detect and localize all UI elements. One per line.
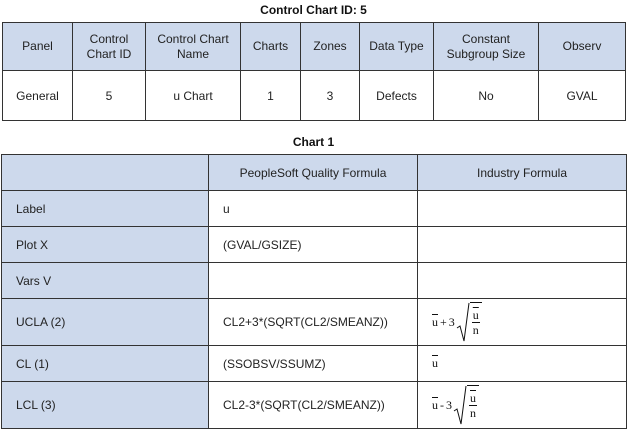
ucl-formula [432, 302, 482, 342]
fraction-denominator: n [472, 323, 479, 337]
table-row [2, 263, 627, 299]
cell-ps-formula: u [209, 191, 418, 227]
three-symbol: 3 [446, 397, 452, 412]
lcl-formula [432, 385, 479, 425]
cell-industry-formula [418, 382, 627, 429]
u-bar-symbol: $\overline{u}$ [432, 397, 438, 412]
header-control-chart-name: Control Chart Name [146, 23, 241, 71]
cell-ps-formula: (GVAL/GSIZE) [209, 227, 418, 263]
table-row [2, 346, 627, 382]
cell-observ: GVAL [539, 71, 626, 121]
table-row [3, 71, 626, 121]
chart-formula-table [1, 154, 627, 429]
table-header-row [3, 23, 626, 71]
cell-industry-formula [418, 227, 627, 263]
cell-control-chart-id: 5 [73, 71, 146, 121]
cell-industry-formula [418, 299, 627, 346]
header-blank [2, 155, 209, 191]
cell-ps-formula: (SSOBSV/SSUMZ) [209, 346, 418, 382]
three-symbol: 3 [448, 314, 455, 329]
u-bar-symbol: $\overline{u}$ [432, 356, 438, 370]
header-control-chart-id: Control Chart ID [73, 23, 146, 71]
cell-ps-formula [209, 263, 418, 299]
control-chart-table [2, 22, 626, 121]
cell-zones: 3 [301, 71, 360, 121]
row-label: LCL (3) [2, 382, 209, 429]
fraction [467, 385, 479, 425]
fraction-numerator: $\overline{u}$ [470, 391, 476, 405]
header-peoplesoft-formula: PeopleSoft Quality Formula [209, 155, 418, 191]
header-charts: Charts [241, 23, 301, 71]
cell-charts: 1 [241, 71, 301, 121]
table-row [2, 227, 627, 263]
cl-formula [432, 356, 438, 371]
header-zones: Zones [301, 23, 360, 71]
row-label: Label [2, 191, 209, 227]
row-label: Plot X [2, 227, 209, 263]
sqrt-icon [453, 385, 479, 425]
cell-industry-formula [418, 263, 627, 299]
header-observ: Observ [539, 23, 626, 71]
header-data-type: Data Type [360, 23, 434, 71]
u-bar-symbol: $\overline{u}$ [432, 314, 438, 329]
table-row [2, 299, 627, 346]
row-label: CL (1) [2, 346, 209, 382]
cell-constant-subgroup-size: No [434, 71, 539, 121]
cell-data-type: Defects [360, 71, 434, 121]
cell-ps-formula: CL2+3*(SQRT(CL2/SMEANZ)) [209, 299, 418, 346]
fraction-denominator: n [470, 406, 476, 420]
chart-caption: Chart 1 [292, 135, 335, 149]
header-panel: Panel [3, 23, 73, 71]
fraction [470, 302, 482, 342]
table-row [2, 191, 627, 227]
table-row [2, 382, 627, 429]
cell-industry-formula [418, 346, 627, 382]
row-label: Vars V [2, 263, 209, 299]
header-industry-formula: Industry Formula [418, 155, 627, 191]
minus-symbol: - [440, 397, 444, 412]
cell-industry-formula [418, 191, 627, 227]
fraction-numerator: $\overline{u}$ [472, 308, 479, 322]
control-chart-caption: Control Chart ID: 5 [260, 3, 367, 17]
sqrt-icon [456, 302, 482, 342]
row-label: UCLA (2) [2, 299, 209, 346]
cell-panel: General [3, 71, 73, 121]
table-header-row [2, 155, 627, 191]
plus-symbol: + [440, 314, 447, 329]
cell-control-chart-name: u Chart [146, 71, 241, 121]
header-constant-subgroup-size: Constant Subgroup Size [434, 23, 539, 71]
cell-ps-formula: CL2-3*(SQRT(CL2/SMEANZ)) [209, 382, 418, 429]
